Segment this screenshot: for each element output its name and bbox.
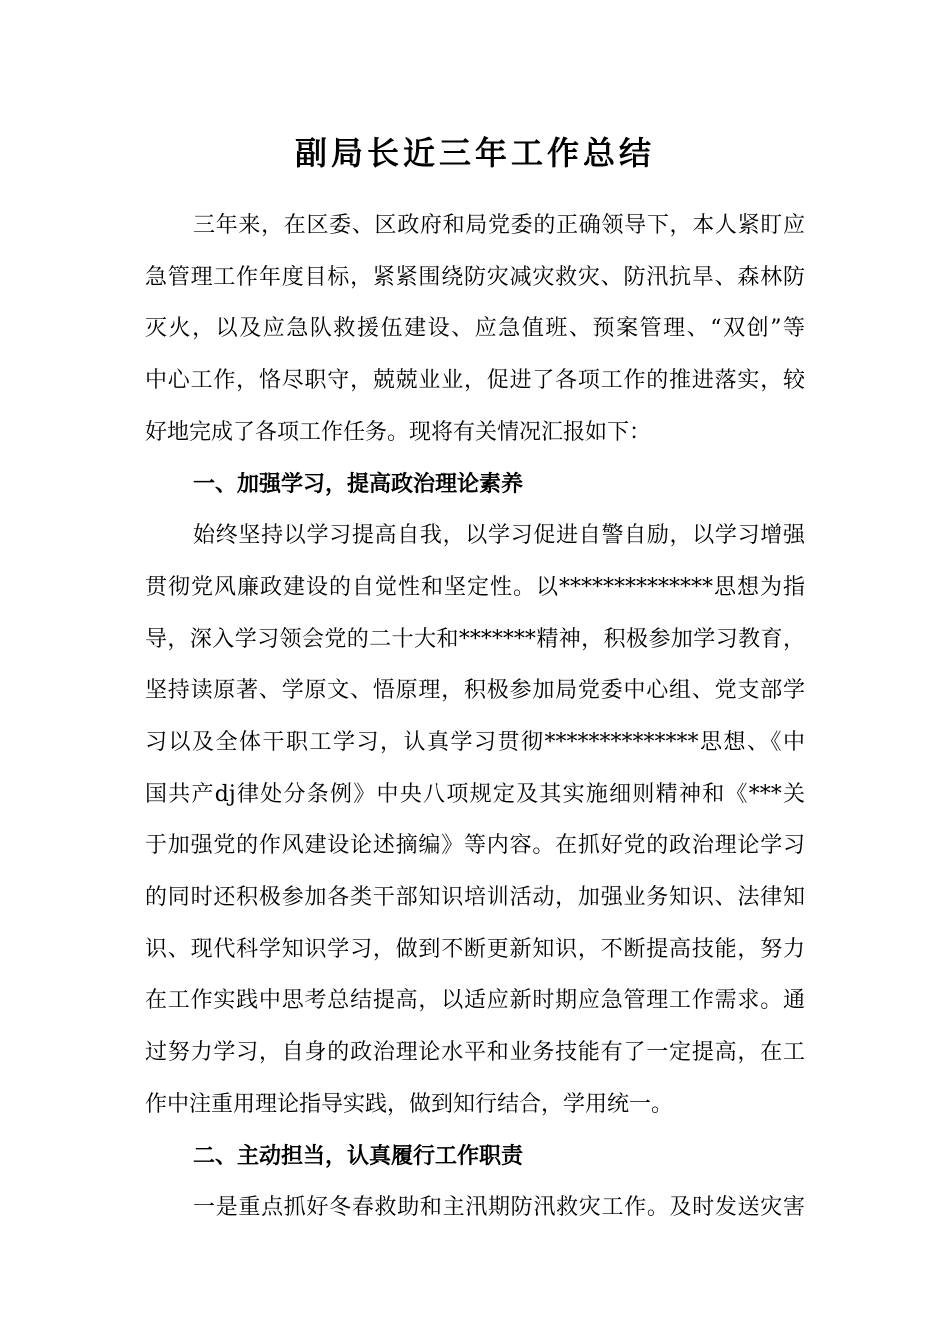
paragraph-line: 始终坚持以学习提高自我，以学习促进自警自励，以学习增强 bbox=[193, 523, 805, 549]
paragraph-line: 于加强党的作风建设论述摘编》等内容。在抓好党的政治理论学习 bbox=[145, 833, 805, 859]
paragraph-line: 贯彻党风廉政建设的自觉性和坚定性。以**************思想为指 bbox=[145, 574, 805, 600]
section-heading: 一、加强学习，提高政治理论素养 bbox=[193, 471, 524, 498]
paragraph-line: 习以及全体干职工学习，认真学习贯彻**************思想、《中 bbox=[145, 729, 805, 755]
paragraph-line: 在工作实践中思考总结提高，以适应新时期应急管理工作需求。通 bbox=[145, 988, 805, 1014]
paragraph-line: 中心工作，恪尽职守，兢兢业业，促进了各项工作的推进落实，较 bbox=[145, 368, 805, 394]
paragraph-line: 国共产dj律处分条例》中央八项规定及其实施细则精神和《***关 bbox=[145, 781, 805, 807]
paragraph-line: 灭火，以及应急队救援伍建设、应急值班、预案管理、“双创”等 bbox=[145, 316, 805, 342]
paragraph-line: 作中注重用理论指导实践，做到知行结合，学用统一。 bbox=[145, 1091, 674, 1117]
paragraph-line: 导，深入学习领会党的二十大和*******精神，积极参加学习教育， bbox=[145, 626, 805, 652]
paragraph-line: 的同时还积极参加各类干部知识培训活动，加强业务知识、法律知 bbox=[145, 884, 805, 910]
document-body bbox=[145, 204, 805, 1238]
section-heading: 二、主动担当，认真履行工作职责 bbox=[193, 1143, 524, 1170]
paragraph-line: 好地完成了各项工作任务。现将有关情况汇报如下： bbox=[145, 419, 652, 445]
paragraph-line: 识、现代科学知识学习，做到不断更新知识，不断提高技能，努力 bbox=[145, 936, 805, 962]
paragraph-line: 急管理工作年度目标，紧紧围绕防灾减灾救灾、防汛抗旱、森林防 bbox=[145, 264, 805, 290]
paragraph-line: 三年来，在区委、区政府和局党委的正确领导下，本人紧盯应 bbox=[193, 213, 805, 238]
paragraph-line: 一是重点抓好冬春救助和主汛期防汛救灾工作。及时发送灾害 bbox=[193, 1195, 805, 1221]
paragraph-line: 坚持读原著、学原文、悟原理，积极参加局党委中心组、党支部学 bbox=[145, 678, 805, 704]
document-title: 副局长近三年工作总结 bbox=[294, 134, 655, 172]
paragraph-line: 过努力学习，自身的政治理论水平和业务技能有了一定提高，在工 bbox=[145, 1040, 805, 1065]
